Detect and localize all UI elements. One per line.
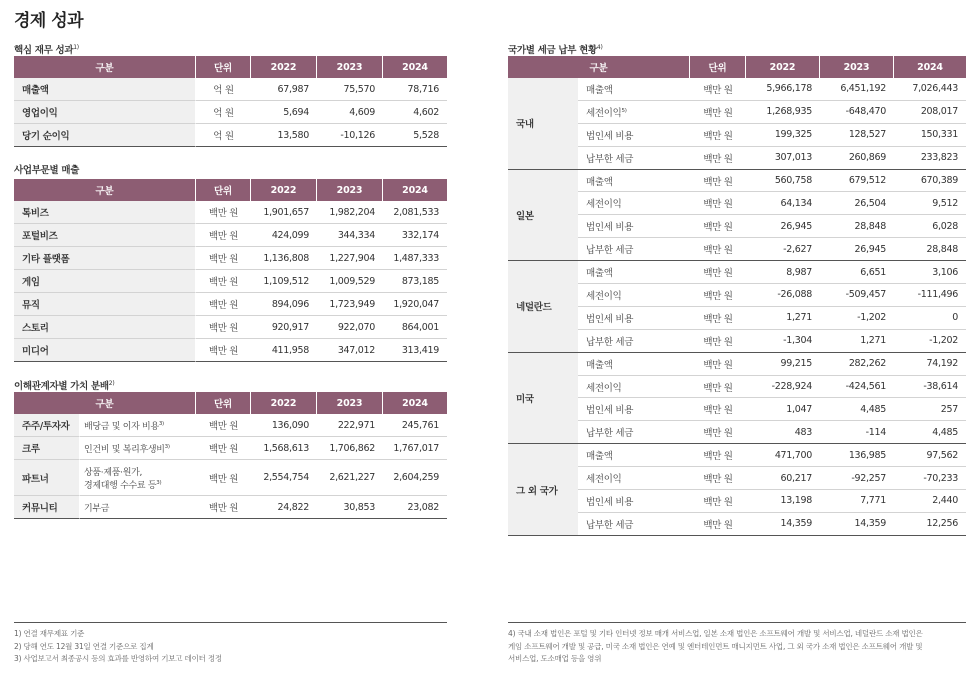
value-2023: 128,527 [820,124,894,147]
table-row [508,170,966,193]
segment-revenue-table [14,179,447,362]
value-2022: 14,359 [746,513,820,536]
unit-cell: 백만 원 [690,124,746,147]
value-2024: 233,823 [894,147,966,170]
column-header: 2023 [317,56,383,78]
value-2023: 922,070 [317,316,383,339]
footnote-divider-left [14,622,447,623]
unit-cell: 백만 원 [196,460,251,496]
table-row [508,353,966,376]
value-2022: 1,109,512 [251,270,317,293]
tax-item [578,490,690,513]
table-row [508,444,966,467]
value-2024: 28,848 [894,238,966,261]
value-2023: 28,848 [820,215,894,238]
table-row [14,496,447,519]
value-2022: -26,088 [746,284,820,307]
unit-cell: 백만 원 [196,224,251,247]
value-2023: 6,451,192 [820,78,894,101]
value-2022: 2,554,754 [251,460,317,496]
row-label: 톡비즈 [14,201,196,224]
table-row [14,437,447,460]
footnote-line: 게임 소프트웨어 개발 및 공급, 미국 소재 법인은 연예 및 엔터테인먼트 매니지먼트 사업, 그 외 국가 소재 법인은 소프트웨어 개발 및 [508,641,923,651]
table-row [14,316,447,339]
value-2024: 3,106 [894,261,966,284]
value-2022: 1,271 [746,307,820,330]
value-2024: 2,604,259 [383,460,447,496]
value-2023: 222,971 [317,414,383,437]
distribution-item [80,437,196,460]
value-2023: 136,985 [820,444,894,467]
footnote-line: 1) 연결 재무제표 기준 [14,629,85,638]
segment-revenue-title: 사업부문별 매출 [14,165,80,176]
column-header: 2024 [383,56,447,78]
value-2022: 894,096 [251,293,317,316]
tax-item [578,444,690,467]
tax-item-label: 법인세 비용 [586,405,634,417]
value-2024: 1,767,017 [383,437,447,460]
value-2024: 670,389 [894,170,966,193]
value-2022: 136,090 [251,414,317,437]
column-header: 2024 [894,56,966,78]
value-2022: -2,627 [746,238,820,261]
unit-cell: 백만 원 [196,339,251,362]
footnote-line: 3) 사업보고서 최종공시 등의 효과를 반영하여 기보고 데이터 정정 [14,654,222,663]
column-header: 단위 [196,392,251,414]
unit-cell: 백만 원 [196,201,251,224]
table-row [14,201,447,224]
value-2023: 1,271 [820,330,894,353]
value-2024: -38,614 [894,376,966,399]
table-row [14,414,447,437]
footnote-line: 4) 국내 소재 법인은 포털 및 기타 인터넷 정보 매개 서비스업, 일본 소재 법인은 소프트웨어 개발 및 서비스업, 네덜란드 소재 법인은 [508,629,923,638]
value-2024: 4,602 [383,101,447,124]
tax-item [578,215,690,238]
value-2022: 920,917 [251,316,317,339]
core-financials-table [14,56,447,147]
value-2022: 13,580 [251,124,317,147]
value-2023: -648,470 [820,101,894,124]
unit-cell: 백만 원 [690,353,746,376]
value-2024: 4,485 [894,421,966,444]
stakeholder-value-table [14,392,447,519]
unit-cell: 백만 원 [690,261,746,284]
tax-item-label: 매출액 [586,268,613,280]
table-row [14,78,447,101]
value-2024: 864,001 [383,316,447,339]
tax-item [578,398,690,421]
column-header: 2023 [317,392,383,414]
footnotes-left [14,628,447,666]
tax-item-label: 세전이익 [586,474,622,486]
value-2023: 1,706,862 [317,437,383,460]
table-row [508,78,966,101]
value-2023: 1,723,949 [317,293,383,316]
tax-by-country-table [508,56,966,536]
column-header: 2022 [251,179,317,201]
tax-item [578,330,690,353]
value-2022: 5,966,178 [746,78,820,101]
footnote-line: 서비스업, 도소매업 등을 영위 [508,654,602,663]
unit-cell: 백만 원 [690,490,746,513]
stakeholder-value-title: 이해관계자별 가치 분배$^{2)}$ [14,380,115,393]
unit-cell: 백만 원 [196,414,251,437]
value-2024: 5,528 [383,124,447,147]
tax-item-label: 매출액 [586,359,613,371]
value-2022: 307,013 [746,147,820,170]
distribution-item [80,414,196,437]
value-2022: 1,268,935 [746,101,820,124]
value-2023: 347,012 [317,339,383,362]
value-2022: 424,099 [251,224,317,247]
table-row [14,247,447,270]
tax-item-label: 세전이익 [586,290,622,302]
tax-item-label: 납부한 세금 [586,428,634,440]
value-2022: 99,215 [746,353,820,376]
value-2022: 26,945 [746,215,820,238]
value-2024: 245,761 [383,414,447,437]
value-2023: 2,621,227 [317,460,383,496]
value-2023: 30,853 [317,496,383,519]
tax-item [578,376,690,399]
row-label: 기타 플랫폼 [14,247,196,270]
unit-cell: 백만 원 [690,215,746,238]
value-2024: 257 [894,398,966,421]
column-header: 구분 [14,392,196,414]
value-2022: 483 [746,421,820,444]
unit-cell: 백만 원 [196,247,251,270]
value-2024: 74,192 [894,353,966,376]
stakeholder-name: 파트너 [14,460,80,496]
country-label: 그 외 국가 [508,444,578,536]
value-2023: -10,126 [317,124,383,147]
value-2024: 78,716 [383,78,447,101]
value-2022: 560,758 [746,170,820,193]
footnotes-right [508,628,966,666]
table-row [14,293,447,316]
tax-item-label: 법인세 비용 [586,313,634,325]
value-2022: 60,217 [746,467,820,490]
value-2024: 1,920,047 [383,293,447,316]
tax-item [578,192,690,215]
tax-item-label: 납부한 세금 [586,336,634,348]
value-2022: 1,568,613 [251,437,317,460]
row-label: 매출액 [14,78,196,101]
column-header: 단위 [196,179,251,201]
column-header: 구분 [508,56,690,78]
footnote-divider-right [508,622,966,623]
unit-cell: 백만 원 [690,421,746,444]
unit-cell: 백만 원 [690,513,746,536]
table-row [14,101,447,124]
unit-cell: 백만 원 [690,192,746,215]
tax-item-label: 세전이익 [586,382,622,394]
tax-item-label: 법인세 비용 [586,496,634,508]
value-2024: 7,026,443 [894,78,966,101]
value-2023: 7,771 [820,490,894,513]
stakeholder-name: 커뮤니티 [14,496,80,519]
value-2024: -1,202 [894,330,966,353]
core-financials-title: 핵심 재무 성과$^{1)}$ [14,44,79,57]
value-2022: 67,987 [251,78,317,101]
value-2022: 24,822 [251,496,317,519]
value-2023: 26,945 [820,238,894,261]
value-2022: 471,700 [746,444,820,467]
value-2024: 332,174 [383,224,447,247]
distribution-item-label: 기부금 [84,503,110,514]
unit-cell: 백만 원 [196,316,251,339]
value-2024: 0 [894,307,966,330]
value-2024: 9,512 [894,192,966,215]
unit-cell: 백만 원 [690,101,746,124]
column-header: 2023 [820,56,894,78]
value-2022: 8,987 [746,261,820,284]
value-2022: -1,304 [746,330,820,353]
page-title: 경제 성과 [14,11,84,31]
value-2024: 2,081,533 [383,201,447,224]
unit-cell: 백만 원 [690,376,746,399]
row-label: 게임 [14,270,196,293]
value-2024: 6,028 [894,215,966,238]
country-label: 미국 [508,353,578,445]
row-label: 스토리 [14,316,196,339]
value-2023: -114 [820,421,894,444]
row-label: 미디어 [14,339,196,362]
table-row [14,339,447,362]
unit-cell: 백만 원 [690,467,746,490]
value-2023: 344,334 [317,224,383,247]
tax-item-label: 매출액 [586,176,613,188]
footnote-ref: 5) [621,107,627,114]
unit-cell: 억 원 [196,78,251,101]
value-2022: 411,958 [251,339,317,362]
row-label: 뮤직 [14,293,196,316]
row-label: 영업이익 [14,101,196,124]
value-2023: 75,570 [317,78,383,101]
unit-cell: 백만 원 [196,437,251,460]
unit-cell: 백만 원 [690,330,746,353]
tax-item [578,467,690,490]
distribution-item [80,496,196,519]
column-header: 단위 [196,56,251,78]
tax-item-label: 세전이익 [586,199,622,211]
distribution-item-label: 인건비 및 복리후생비 [84,444,165,455]
stakeholder-name: 주주/투자자 [14,414,80,437]
value-2023: 1,227,904 [317,247,383,270]
value-2023: -1,202 [820,307,894,330]
column-header: 단위 [690,56,746,78]
column-header: 2024 [383,179,447,201]
unit-cell: 백만 원 [196,496,251,519]
tax-item-label: 납부한 세금 [586,519,634,531]
tax-item [578,170,690,193]
value-2024: 97,562 [894,444,966,467]
value-2023: -509,457 [820,284,894,307]
tax-item [578,238,690,261]
tax-by-country-title: 국가별 세금 납부 현황$^{4)}$ [508,44,603,57]
unit-cell: 억 원 [196,124,251,147]
footnote-ref: 3) [158,420,164,427]
distribution-item-label-2: 경제대행 수수료 등 [84,480,157,491]
table-row [14,460,447,496]
value-2023: -424,561 [820,376,894,399]
unit-cell: 백만 원 [690,307,746,330]
value-2024: 23,082 [383,496,447,519]
tax-item [578,147,690,170]
column-header: 2022 [746,56,820,78]
tax-item [578,353,690,376]
tax-item [578,421,690,444]
table-row [508,261,966,284]
value-2023: 4,609 [317,101,383,124]
value-2023: 1,982,204 [317,201,383,224]
footnote-ref: 3) [164,443,170,450]
distribution-item-label: 상품·제품·원가, [84,467,143,478]
value-2024: 313,419 [383,339,447,362]
tax-item [578,261,690,284]
country-label: 네덜란드 [508,261,578,353]
table-row [14,270,447,293]
value-2022: 1,047 [746,398,820,421]
tax-item-label: 법인세 비용 [586,222,634,234]
tax-item [578,513,690,536]
tax-item-label: 세전이익 [586,107,622,119]
value-2022: 64,134 [746,192,820,215]
value-2023: -92,257 [820,467,894,490]
value-2023: 679,512 [820,170,894,193]
tax-item [578,124,690,147]
value-2023: 1,009,529 [317,270,383,293]
value-2022: 5,694 [251,101,317,124]
unit-cell: 백만 원 [690,78,746,101]
column-header: 구분 [14,56,196,78]
left-column [14,40,447,519]
value-2023: 260,869 [820,147,894,170]
value-2023: 282,262 [820,353,894,376]
value-2024: 12,256 [894,513,966,536]
table-row [14,124,447,147]
unit-cell: 백만 원 [690,444,746,467]
unit-cell: 백만 원 [196,293,251,316]
value-2022: 1,901,657 [251,201,317,224]
value-2022: 199,325 [746,124,820,147]
value-2023: 6,651 [820,261,894,284]
tax-item-label: 납부한 세금 [586,153,634,165]
country-label: 일본 [508,170,578,262]
row-label: 당기 순이익 [14,124,196,147]
unit-cell: 백만 원 [690,147,746,170]
tax-item-label: 법인세 비용 [586,130,634,142]
value-2023: 26,504 [820,192,894,215]
row-label: 포털비즈 [14,224,196,247]
unit-cell: 억 원 [196,101,251,124]
value-2023: 4,485 [820,398,894,421]
value-2024: 150,331 [894,124,966,147]
column-header: 2024 [383,392,447,414]
tax-item [578,284,690,307]
distribution-item [80,460,196,496]
value-2024: -111,496 [894,284,966,307]
unit-cell: 백만 원 [690,284,746,307]
unit-cell: 백만 원 [690,170,746,193]
tax-item-label: 납부한 세금 [586,245,634,257]
column-header: 2022 [251,56,317,78]
column-header: 구분 [14,179,196,201]
column-header: 2023 [317,179,383,201]
value-2024: -70,233 [894,467,966,490]
value-2022: 13,198 [746,490,820,513]
tax-item-label: 매출액 [586,84,613,96]
tax-item [578,101,690,124]
distribution-item-label: 배당금 및 이자 비용 [84,421,159,432]
value-2024: 208,017 [894,101,966,124]
unit-cell: 백만 원 [196,270,251,293]
footnote-ref: 3) [156,479,162,486]
value-2022: -228,924 [746,376,820,399]
footnote-line: 2) 당해 연도 12월 31일 연결 기준으로 집계 [14,641,154,651]
tax-item-label: 매출액 [586,451,613,463]
column-header: 2022 [251,392,317,414]
value-2024: 873,185 [383,270,447,293]
value-2024: 1,487,333 [383,247,447,270]
value-2022: 1,136,808 [251,247,317,270]
value-2024: 2,440 [894,490,966,513]
unit-cell: 백만 원 [690,238,746,261]
table-row [14,224,447,247]
country-label: 국내 [508,78,578,170]
tax-item [578,78,690,101]
stakeholder-name: 크루 [14,437,80,460]
right-column [508,40,966,536]
unit-cell: 백만 원 [690,398,746,421]
tax-item [578,307,690,330]
value-2023: 14,359 [820,513,894,536]
